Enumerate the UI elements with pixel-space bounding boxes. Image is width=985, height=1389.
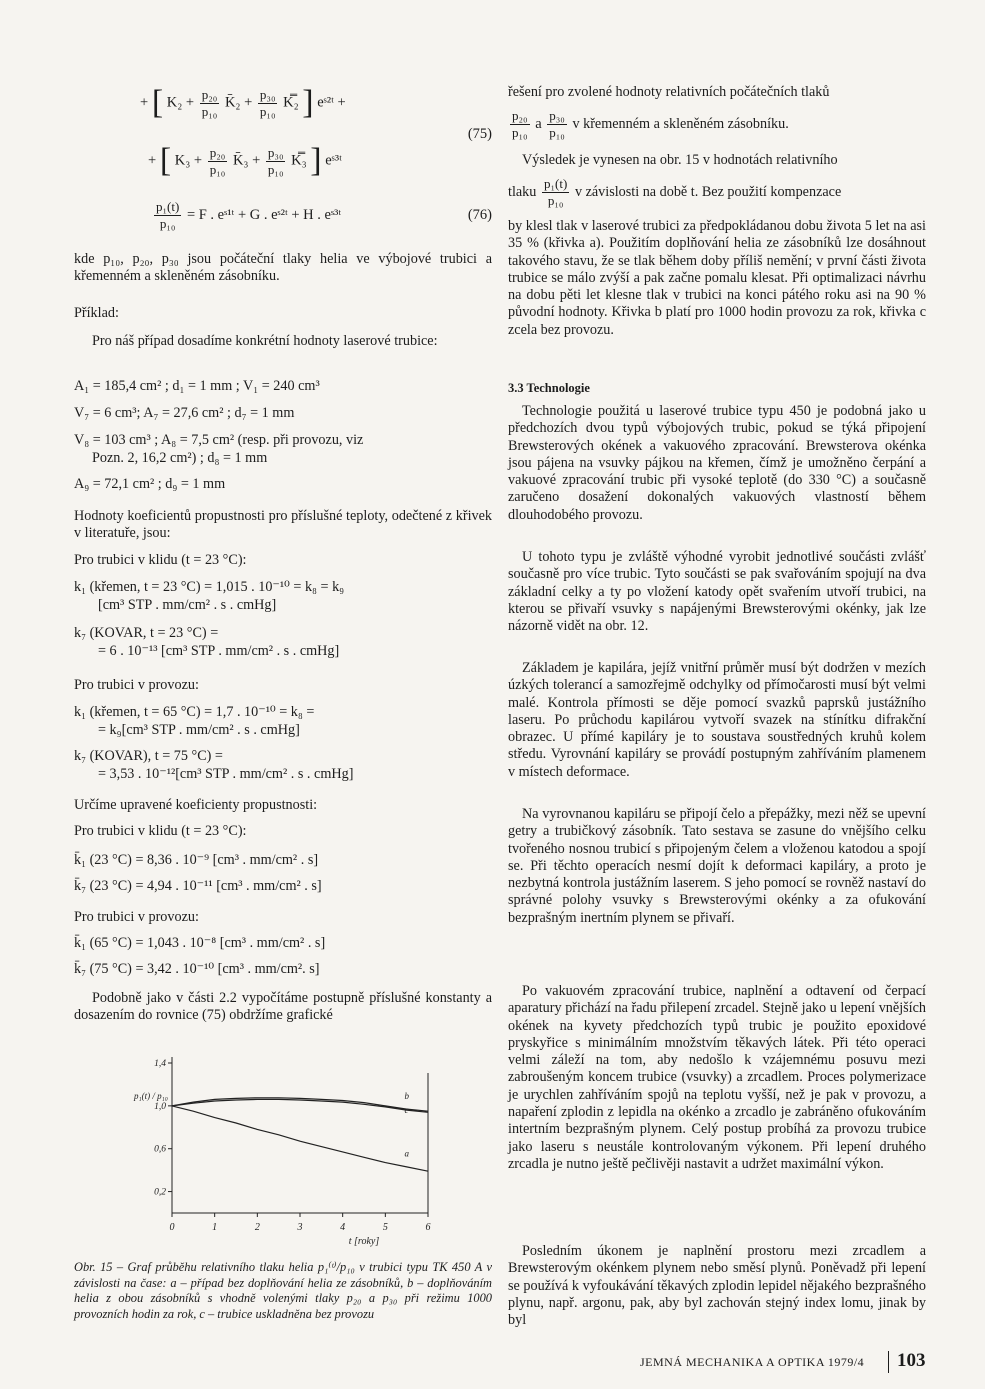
fraction-p30-p10: $\frac{\text{p₃₀}}{\text{p₁₀}}$ bbox=[259, 86, 276, 119]
paragraph-tech-3: Základem je kapilára, jejíž vnitřní průměr musí být dodržen v mezích úzkých tolerancí a samozřejmě odchylky od přímočarosti musí být velmi malé. Kontrola přímosti se děje pomocí svazků paprsků justážního laseru. Po průchodu kapilárou vytvoří svazek na stínítku difrakční obrazec. U přímé kapiláry je to soustava soustředných kruhů kolem středu. Vyrovnání kapiláry se provádí postupným zahříváním plamenem v místech deformace. bbox=[508, 660, 926, 780]
plus-sign: + bbox=[140, 94, 149, 111]
y-tick-label: 1,4 bbox=[154, 1059, 166, 1069]
fraction-p1t-p10: $\frac{\text{p₁(t)}}{\text{p₁₀}}$ bbox=[544, 176, 568, 208]
y-axis-label: p₁(t) / p₁₀ bbox=[134, 1091, 168, 1101]
word-tlaku: tlaku bbox=[508, 183, 537, 200]
series-a-line bbox=[172, 1106, 428, 1171]
coef-k1-rest: k₁ (křemen, t = 23 °C) = 1,015 . 10⁻¹⁰ = k₈ = k₉ bbox=[74, 579, 345, 595]
coef-k7-op-value: = 3,53 . 10⁻¹²[cm³ STP . mm/cm² . s . cmHg] bbox=[98, 766, 354, 782]
values-line-v8-cont: Pozn. 2, 16,2 cm²) ; d₈ = 1 mm bbox=[92, 450, 268, 466]
paragraph-result-start: Výsledek je vynesen na obr. 15 v hodnotách relativního bbox=[522, 152, 838, 168]
label-tube-operation-2: Pro trubici v provozu: bbox=[74, 909, 199, 925]
x-tick-label: 6 bbox=[425, 1222, 431, 1233]
x-tick-label: 0 bbox=[169, 1222, 175, 1233]
y-tick-label: 0,2 bbox=[154, 1187, 166, 1198]
section-heading-technologie: 3.3 Technologie bbox=[508, 381, 590, 395]
paragraph-solution-start: řešení pro zvolené hodnoty relativních počátečních tlaků bbox=[508, 84, 830, 100]
paragraph-graphic-solution: Podobně jako v části 2.2 vypočítáme postupně příslušné konstanty a dosazením do rovnice (75) obdržíme grafické bbox=[74, 990, 492, 1024]
fraction-p20-p10: $\frac{\text{p₂₀}}{\text{p₁₀}}$ bbox=[201, 86, 218, 119]
journal-footer: JEMNÁ MECHANIKA A OPTIKA 1979/4 bbox=[640, 1355, 865, 1369]
fraction-p30-p10: $\frac{\text{p₃₀}}{\text{p₁₀}}$ bbox=[267, 144, 284, 177]
coef-kbar1-op: k̄₁ (65 °C) = 1,043 . 10⁻⁸ [cm³ . mm/cm² . s] bbox=[74, 935, 326, 951]
coef-kbar1-rest: k̄₁ (23 °C) = 8,36 . 10⁻⁹ [cm³ . mm/cm² . s] bbox=[74, 852, 319, 868]
coef-k7-op: k₇ (KOVAR), t = 75 °C) = bbox=[74, 748, 223, 764]
series-c-label: c bbox=[404, 1104, 409, 1115]
term-k2-bar: K̄₂ + bbox=[224, 94, 253, 111]
fraction-p20-p10: $\frac{\text{p₂₀}}{\text{p₁₀}}$ bbox=[209, 144, 226, 177]
equation-75-row2: + [ K₃ + $\frac{\text{p₂₀}}{\text{p₁₀}}$ K̄₃ + $\frac{\text{p₃₀}}{\text{p₁₀}}$ K̿₃ ] eˢ³ᵗ bbox=[148, 142, 342, 179]
equation-76-rhs: = F . eˢ¹ᵗ + G . eˢ²ᵗ + H . eˢ³ᵗ bbox=[186, 206, 342, 223]
label-tube-rest-2: Pro trubici v klidu (t = 23 °C): bbox=[74, 823, 247, 839]
x-tick-label: 2 bbox=[254, 1222, 260, 1233]
coef-k1-op-unit: = k₉[cm³ STP . mm/cm² . s . cmHg] bbox=[98, 722, 300, 738]
y-tick-label: 1,0 bbox=[154, 1101, 166, 1112]
values-line-v8: V₈ = 103 cm³ ; A₈ = 7,5 cm² (resp. při provozu, viz bbox=[74, 432, 364, 448]
series-b-label: b bbox=[404, 1090, 410, 1101]
term-k3-bar: K̄₃ + bbox=[232, 152, 261, 169]
term-k3: K₃ + bbox=[174, 152, 203, 169]
equation-number-75: (75) bbox=[467, 126, 492, 142]
series-c-line bbox=[172, 1099, 428, 1112]
page-number: 103 bbox=[897, 1350, 926, 1371]
text-reservoirs: v křemenném a skleněném zásobníku. bbox=[572, 115, 789, 132]
figure-15-chart bbox=[120, 1050, 450, 1250]
paragraph-tech-5: Po vakuovém zpracování trubice, naplnění a odtavení od čerpací aparatury přichází na řadu přilepení zrcadel. Stejně jako u lepení vnějších okének na kyvety předchozích typů trubic je použito epoxidové pryskyřice s minimálním množstvím těkavých látek. Při této operaci velmi záleží na tom, aby nedošlo k vzájemnému posuvu mezi zabroušeným koncem trubice (vsuvky) a zrcadlem. Proces polymerizace je urychlen zahříváním spojů na teplotu vyšší, než je pak v provozu, a napaření zplodin z lepidla na okénko a zrcadlo je zabráněno ofukováním intertním bezprašným plynem. Celý postup probíhá za provozu trubice jako laseru s neustále kontrolovaným výkonem. Při lepení druhého zrcadla je nutno ještě pečlivěji nastavit a udržet maximální výkon. bbox=[508, 983, 926, 1172]
label-tube-rest: Pro trubici v klidu (t = 23 °C): bbox=[74, 552, 247, 568]
paragraph-tech-4: Na vyrovnanou kapiláru se připojí čelo a přepážky, mezi něž se upevní getry a trubičkový zásobník. Tato sestava se zasune do vnějšího celku tvořeného nosnou trubicí s připojeným čelem a vloženou katodou a spojí se. Při těchto operacích nesmí dojít k deformaci kapiláry, a proto je nezbytná kontrola justážním laserem. S jeho pomocí se rovněž nastaví do správné polohy vsuvky s Brewsterovými okénky a za ofukování bezprašným inertním plynem se přivaří. bbox=[508, 806, 926, 926]
equation-76 bbox=[152, 199, 341, 232]
paragraph-tech-6: Posledním úkonem je naplnění prostoru mezi zrcadlem a Brewsterovým okénkem plynem nebo směsí plynů. Poněvadž při lepení se používá k vyfoukávání těkavých zplodin lepidel nějakého bezprašného plynu, např. argonu, pak, aby byl zachován stejný index lomu, jinak by byl bbox=[508, 1243, 926, 1329]
footer-divider bbox=[888, 1351, 889, 1373]
term-k2: K₂ + bbox=[166, 94, 195, 111]
coef-kbar7-op: k̄₇ (75 °C) = 3,42 . 10⁻¹⁰ [cm³ . mm/cm². s] bbox=[74, 961, 320, 977]
exponent-s2t: eˢ²ᵗ + bbox=[317, 94, 346, 111]
paragraph-tech-1: Technologie použitá u laserové trubice typu 450 je podobná jako u předchozích dvou typů výbojových trubic, pokud se týká připojení Brewsterových okének a vakuového zpracování. Brewsterova okénka jsou pájena na vsuvky pájkou na křemen, čímž je umožněno čerpání a vakuové zpracování trubic při vysoké teplotě (do 330 °C) a současně zaručeno dosažení dokonalých vakuových vlastností během dlouhodobého provozu. bbox=[508, 403, 926, 523]
values-line-a9: A₉ = 72,1 cm² ; d₉ = 1 mm bbox=[74, 476, 226, 492]
coef-k7-rest: k₇ (KOVAR, t = 23 °C) = bbox=[74, 625, 219, 641]
paragraph-result-body: by klesl tlak v laserové trubici za předpokládanou dobu života 5 let na asi 35 % (křivka a). Použitím doplňování helia ze zásobníků lze dosáhnout takového stavu, že se tlak během doby příliš nemění; v první části života trubice se málo zvýší a pak začne pomalu klesat. Při optimalizaci návrhu na dobu pěti let klesne tlak v trubici na konci pátého roku asi na 90 % původní hodnoty. Křivka b platí pro 1000 hodin provozu za rok, křivka c zcela bez provozu. bbox=[508, 218, 926, 338]
paragraph-substitute-values: Pro náš případ dosadíme konkrétní hodnoty laserové trubice: bbox=[92, 333, 438, 349]
y-tick-label: 0,6 bbox=[154, 1144, 166, 1155]
fraction-p20-p10: $\frac{\text{p₂₀}}{\text{p₁₀}}$ bbox=[512, 108, 528, 140]
label-tube-operation: Pro trubici v provozu: bbox=[74, 677, 199, 693]
paragraph-coefficients: Hodnoty koeficientů propustnosti pro příslušné teploty, odečtené z křivek v literatuře, jsou: bbox=[74, 508, 492, 542]
series-a-label: a bbox=[404, 1148, 410, 1159]
label-adjusted-coefs: Určíme upravené koeficienty propustnosti: bbox=[74, 797, 318, 813]
relative-pressures-line bbox=[508, 108, 789, 141]
relative-pressure-line bbox=[508, 176, 841, 209]
x-tick-label: 3 bbox=[297, 1222, 303, 1233]
text-time-dependence: v závislosti na době t. Bez použití kompenzace bbox=[574, 183, 842, 200]
term-k2-dbar: K̿₂ bbox=[283, 94, 299, 111]
paragraph-initial-pressures: kde p₁₀, p₂₀, p₃₀ jsou počáteční tlaky helia ve výbojové trubici a křemenném a skleněném zásobníku. bbox=[74, 251, 492, 285]
term-k3-dbar: K̿₃ bbox=[291, 152, 307, 169]
values-line-v7: V₇ = 6 cm³; A₇ = 27,6 cm² ; d₇ = 1 mm bbox=[74, 405, 295, 421]
fraction-p1t-p10: $\frac{\text{p₁(t)}}{\text{p₁₀}}$ bbox=[156, 199, 180, 231]
fraction-p30-p10: $\frac{\text{p₃₀}}{\text{p₁₀}}$ bbox=[549, 108, 565, 140]
coef-k1-rest-unit: [cm³ STP . mm/cm² . s . cmHg] bbox=[98, 597, 277, 613]
equation-number-76: (76) bbox=[467, 207, 492, 223]
coef-kbar7-rest: k̄₇ (23 °C) = 4,94 . 10⁻¹¹ [cm³ . mm/cm² . s] bbox=[74, 878, 322, 894]
x-tick-label: 1 bbox=[212, 1222, 218, 1233]
word-a: a bbox=[535, 115, 542, 132]
equation-75-row1: + [ K₂ + $\frac{\text{p₂₀}}{\text{p₁₀}}$ K̄₂ + $\frac{\text{p₃₀}}{\text{p₁₀}}$ K̿₂ ] eˢ²ᵗ + bbox=[140, 84, 346, 121]
label-priklad: Příklad: bbox=[74, 305, 119, 321]
coef-k7-rest-value: = 6 . 10⁻¹³ [cm³ STP . mm/cm² . s . cmHg] bbox=[98, 643, 340, 659]
figure-15-caption: Obr. 15 – Graf průběhu relativního tlaku helia p₁⁽ᵗ⁾/p₁₀ v trubici typu TK 450 A v závislosti na čase: a – případ bez doplňování helia ze zásobníků, b – doplňováním helia z obou zásobníků s vhodně volenými tlaky p₂₀ a p₃₀ při režimu 1000 provozních hodin za rok, c – trubice uskladněna bez provozu bbox=[74, 1260, 492, 1321]
x-tick-label: 5 bbox=[382, 1222, 388, 1233]
values-line-a1: A₁ = 185,4 cm² ; d₁ = 1 mm ; V₁ = 240 cm³ bbox=[74, 378, 320, 394]
x-tick-label: 4 bbox=[340, 1222, 346, 1233]
x-axis-label: t [roky] bbox=[348, 1236, 380, 1247]
coef-k1-op: k₁ (křemen, t = 65 °C) = 1,7 . 10⁻¹⁰ = k₈ = bbox=[74, 704, 315, 720]
paragraph-tech-2: U tohoto typu je zvláště výhodné vyrobit jednotlivé součásti zvlášť současně pro více trubic. Tyto součásti se pak svařováním spojují na dva základní celky a ty po vložení katody opět svařením utvoří trubici, na kterou se přivaří vsuvky s napájenými Brewsterovými okénky, jak lze názorně vidět na obr. 12. bbox=[508, 549, 926, 635]
exponent-s3t: eˢ³ᵗ bbox=[325, 152, 342, 169]
plus-sign: + bbox=[148, 152, 157, 169]
